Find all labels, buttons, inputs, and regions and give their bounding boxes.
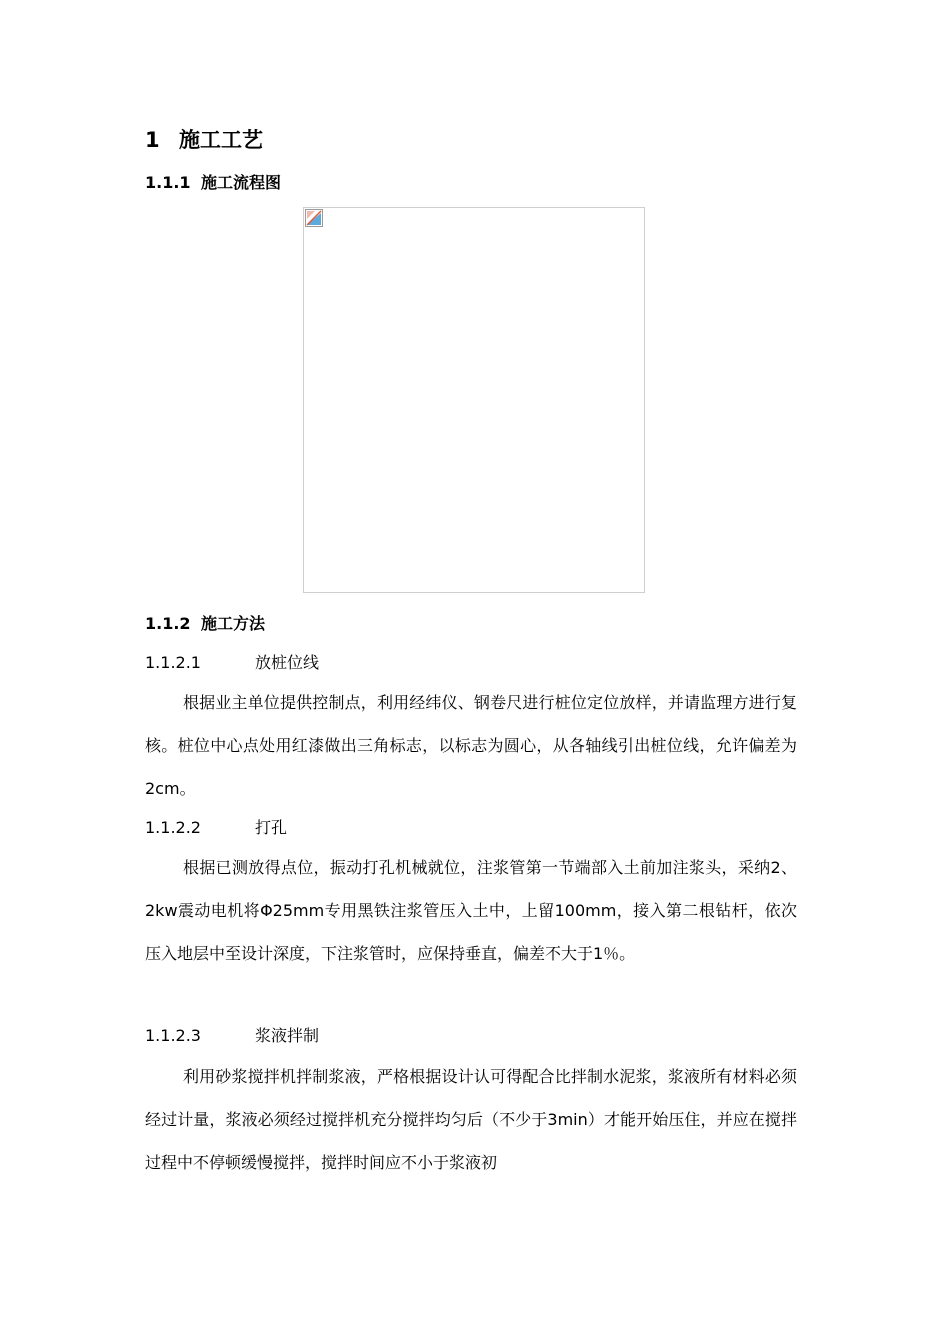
subsection-heading-1-1-2-1 (145, 650, 319, 676)
section-title: 施工方法 (201, 614, 266, 633)
section-title: 施工流程图 (201, 173, 282, 192)
paragraph-stake-layout: 根据业主单位提供控制点，利用经纬仪、钢卷尺进行桩位定位放样，并请监理方进行复核。桩位中心点处用红漆做出三角标志，以标志为圆心，从各轴线引出桩位线，允许偏差为2cm。 (145, 693, 797, 798)
subsection-number: 1.1.2.2 (145, 818, 201, 837)
section-heading-1-1-2 (145, 611, 265, 637)
subsection-title: 浆液拌制 (255, 1026, 320, 1045)
flowchart-image-placeholder (303, 207, 645, 593)
section-heading-1-1-1 (145, 170, 281, 196)
subsection-number: 1.1.2.1 (145, 653, 201, 672)
section-number: 1.1.1 (145, 173, 191, 192)
subsection-title: 放桩位线 (255, 653, 320, 672)
section-number: 1.1.2 (145, 614, 191, 633)
subsection-heading-1-1-2-3 (145, 1023, 319, 1049)
section-title: 施工工艺 (179, 128, 263, 152)
paragraph-drilling: 根据已测放得点位，振动打孔机械就位，注浆管第一节端部入土前加注浆头，采纳2、2kw震动电机将Φ25mm专用黑铁注浆管压入土中，上留100mm，接入第二根钻杆，依次压入地层中至设计深度，下注浆管时，应保持垂直，偏差不大于1％。 (145, 858, 797, 963)
subsection-heading-1-1-2-2 (145, 815, 287, 841)
subsection-number: 1.1.2.3 (145, 1026, 201, 1045)
broken-image-icon (305, 209, 323, 227)
section-number: 1 (145, 128, 160, 152)
subsection-title: 打孔 (255, 818, 288, 837)
paragraph-grout-mixing: 利用砂浆搅拌机拌制浆液，严格根据设计认可得配合比拌制水泥浆，浆液所有材料必须经过计量，浆液必须经过搅拌机充分搅拌均匀后（不少于3min）才能开始压住，并应在搅拌过程中不停顿缓慢搅拌，搅拌时间应不小于浆液初 (145, 1067, 797, 1172)
section-heading-1 (145, 124, 263, 156)
